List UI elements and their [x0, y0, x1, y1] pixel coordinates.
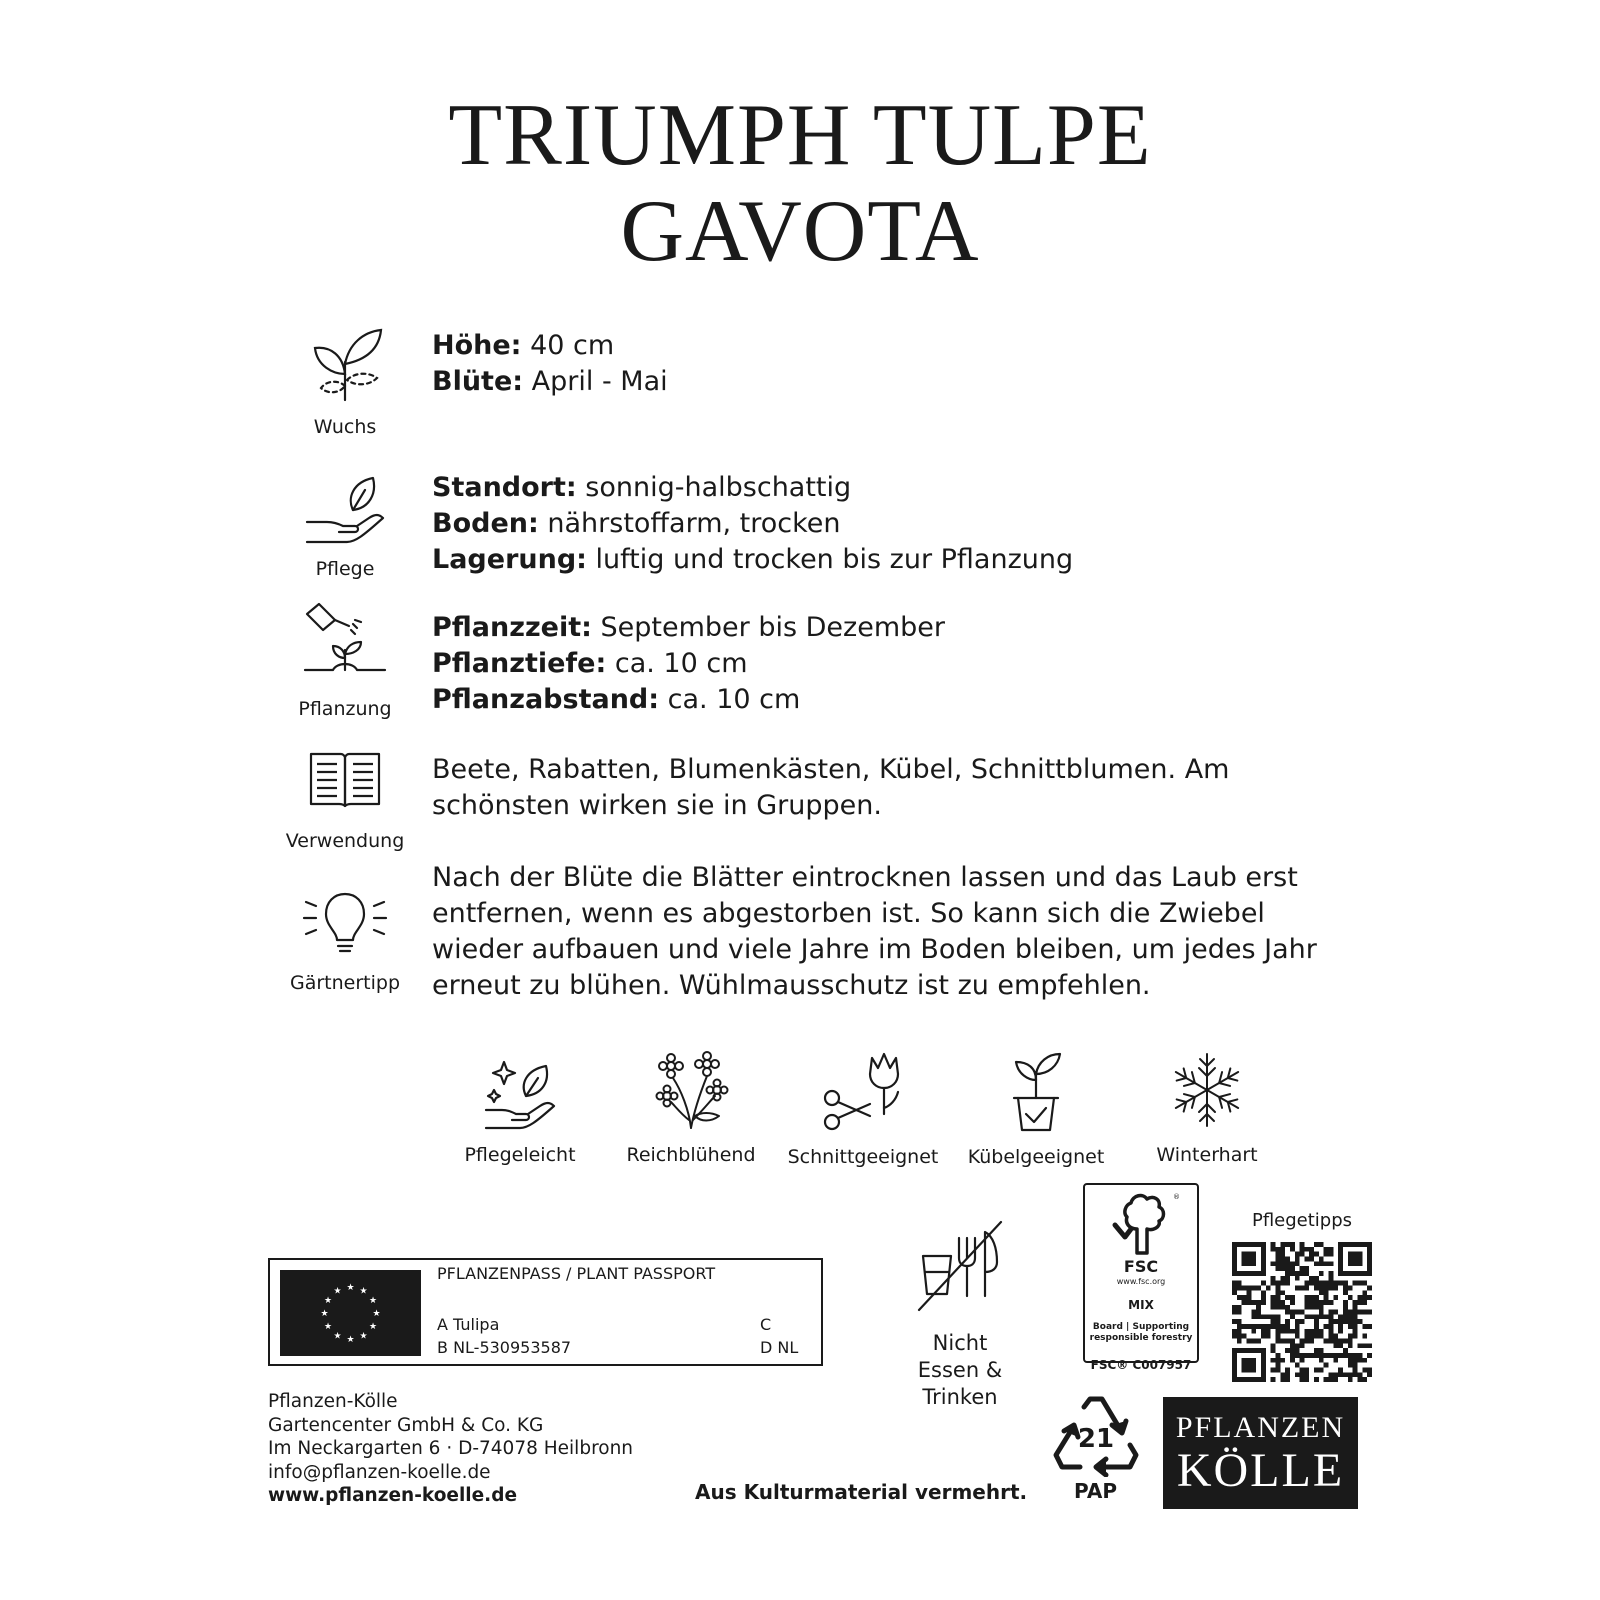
- section-caption-pflanzung: Pflanzung: [298, 698, 392, 720]
- recycling-number: 21: [1077, 1424, 1114, 1454]
- fsc-url: www.fsc.org: [1116, 1277, 1166, 1286]
- fsc-label: [1083, 1183, 1199, 1372]
- eu-star-icon: ★: [359, 1286, 368, 1297]
- product-title: [0, 88, 1600, 280]
- plant-passport: [268, 1258, 823, 1366]
- passport-heading: PFLANZENPASS / PLANT PASSPORT: [437, 1264, 716, 1283]
- passport-field-c: C: [760, 1315, 772, 1334]
- logo-line-2: KÖLLE: [1176, 1444, 1345, 1497]
- feature-winterhart: [1117, 1050, 1297, 1166]
- not-edible-notice: [880, 1218, 1040, 1411]
- sparkle-hand-leaf-icon: [480, 1050, 560, 1130]
- fsc-name: FSC: [1123, 1257, 1159, 1276]
- eu-star-icon: ★: [323, 1296, 333, 1306]
- eu-star-icon: ★: [368, 1322, 378, 1332]
- company-address: [268, 1390, 633, 1508]
- svg-text:®: ®: [1173, 1193, 1180, 1201]
- eu-star-icon: ★: [372, 1309, 381, 1319]
- section-text-verwendung: Beete, Rabatten, Blumenkästen, Kübel, Schnittblumen. Am schönsten wirken sie in Gruppen.: [432, 754, 1230, 821]
- feature-label-reichbluehend: Reichblühend: [626, 1144, 756, 1166]
- address-email[interactable]: info@pflanzen-koelle.de: [268, 1461, 491, 1483]
- eu-star-icon: ★: [333, 1286, 342, 1297]
- feature-kuebelgeeignet: [946, 1050, 1126, 1168]
- qr-label: Pflegetipps: [1251, 1210, 1353, 1231]
- watering-can-icon: [293, 600, 397, 680]
- logo-line-1: PFLANZEN: [1175, 1411, 1346, 1444]
- eu-star-icon: ★: [368, 1296, 378, 1306]
- fsc-mix: MIX: [1128, 1298, 1154, 1312]
- recycling-code: PAP: [1074, 1479, 1117, 1503]
- eu-flag-icon: [280, 1270, 421, 1356]
- flowers-icon: [651, 1050, 731, 1130]
- potted-plant-icon: [996, 1050, 1076, 1132]
- fsc-tree-check-icon: [1101, 1191, 1181, 1255]
- hand-leaf-icon: [293, 476, 397, 546]
- eu-star-icon: ★: [346, 1335, 355, 1345]
- feature-label-pflegeleicht: Pflegeleicht: [464, 1144, 576, 1166]
- info-line-lagerung: Lagerung: luftig und trocken bis zur Pflanzung: [432, 544, 1074, 575]
- info-line-boden: Boden: nährstoffarm, trocken: [432, 508, 841, 539]
- address-line-1: Pflanzen-Kölle: [268, 1391, 398, 1412]
- address-line-2: Gartencenter GmbH & Co. KG: [268, 1414, 544, 1436]
- feature-reichbluehend: [601, 1050, 781, 1166]
- not-edible-line-2: Essen & Trinken: [917, 1358, 1003, 1409]
- info-line-pflanztiefe: Pflanztiefe: ca. 10 cm: [432, 648, 748, 679]
- section-text-pflanzung: [432, 610, 1342, 718]
- brand-logo: [1163, 1397, 1358, 1509]
- title-line-2: GAVOTA: [620, 183, 980, 280]
- eu-star-icon: ★: [346, 1283, 355, 1293]
- address-line-3: Im Neckargarten 6 · D-74078 Heilbronn: [268, 1438, 634, 1459]
- section-caption-verwendung: Verwendung: [285, 830, 405, 852]
- eu-star-icon: ★: [333, 1331, 342, 1342]
- eu-star-icon: ★: [359, 1331, 368, 1342]
- section-caption-gaertnertipp: Gärtnertipp: [289, 972, 401, 994]
- qr-code[interactable]: [1232, 1242, 1372, 1386]
- no-eat-drink-icon: [915, 1218, 1005, 1314]
- info-line-pflanzabstand: Pflanzabstand: ca. 10 cm: [432, 684, 801, 715]
- fsc-code: FSC® C007957: [1090, 1358, 1192, 1372]
- feature-schnittgeeignet: [773, 1050, 953, 1168]
- info-line-pflanzzeit: Pflanzzeit: September bis Dezember: [432, 612, 945, 643]
- lightbulb-icon: [293, 888, 397, 954]
- section-text-gaertnertipp: Nach der Blüte die Blätter eintrocknen lassen und das Laub erst entfernen, wenn es abgestorben ist. So kann sich die Zwiebel wieder aufbauen und viele Jahre im Boden bleiben, um jedes Jahr erneut zu blühen. Wühlmausschutz ist zu empfehlen.: [432, 862, 1317, 1001]
- section-caption-wuchs: Wuchs: [313, 416, 377, 438]
- feature-label-kuebelgeeignet: Kübelgeeignet: [967, 1146, 1105, 1168]
- info-line-bluete: Blüte: April - Mai: [432, 366, 668, 397]
- feature-pflegeleicht: [430, 1050, 610, 1166]
- propagation-note: Aus Kulturmaterial vermehrt.: [695, 1480, 1028, 1504]
- address-website[interactable]: www.pflanzen-koelle.de: [268, 1485, 518, 1506]
- open-book-icon: [293, 748, 397, 812]
- passport-field-b: B NL-530953587: [437, 1338, 572, 1357]
- section-text-pflege: [432, 470, 1342, 578]
- info-line-hoehe: Höhe: 40 cm: [432, 330, 615, 361]
- recycling-arrows-icon: [1050, 1395, 1142, 1477]
- eu-star-icon: ★: [320, 1309, 329, 1319]
- scissors-tulip-icon: [818, 1050, 908, 1132]
- plant-growth-icon: [293, 322, 397, 402]
- section-text-wuchs: [432, 328, 1342, 400]
- passport-field-a: A Tulipa: [437, 1315, 500, 1334]
- title-line-1: TRIUMPH TULPE: [448, 87, 1152, 184]
- info-line-standort: Standort: sonnig-halbschattig: [432, 472, 852, 503]
- feature-label-winterhart: Winterhart: [1156, 1144, 1258, 1166]
- fsc-board: Board | Supporting responsible forestry: [1089, 1322, 1193, 1343]
- passport-field-d: D NL: [760, 1338, 799, 1357]
- eu-star-icon: ★: [323, 1322, 333, 1332]
- section-caption-pflege: Pflege: [315, 558, 375, 580]
- recycling-mark: [1048, 1395, 1143, 1503]
- snowflake-icon: [1167, 1050, 1247, 1130]
- not-edible-line-1: Nicht: [932, 1331, 988, 1355]
- feature-label-schnittgeeignet: Schnittgeeignet: [787, 1146, 939, 1168]
